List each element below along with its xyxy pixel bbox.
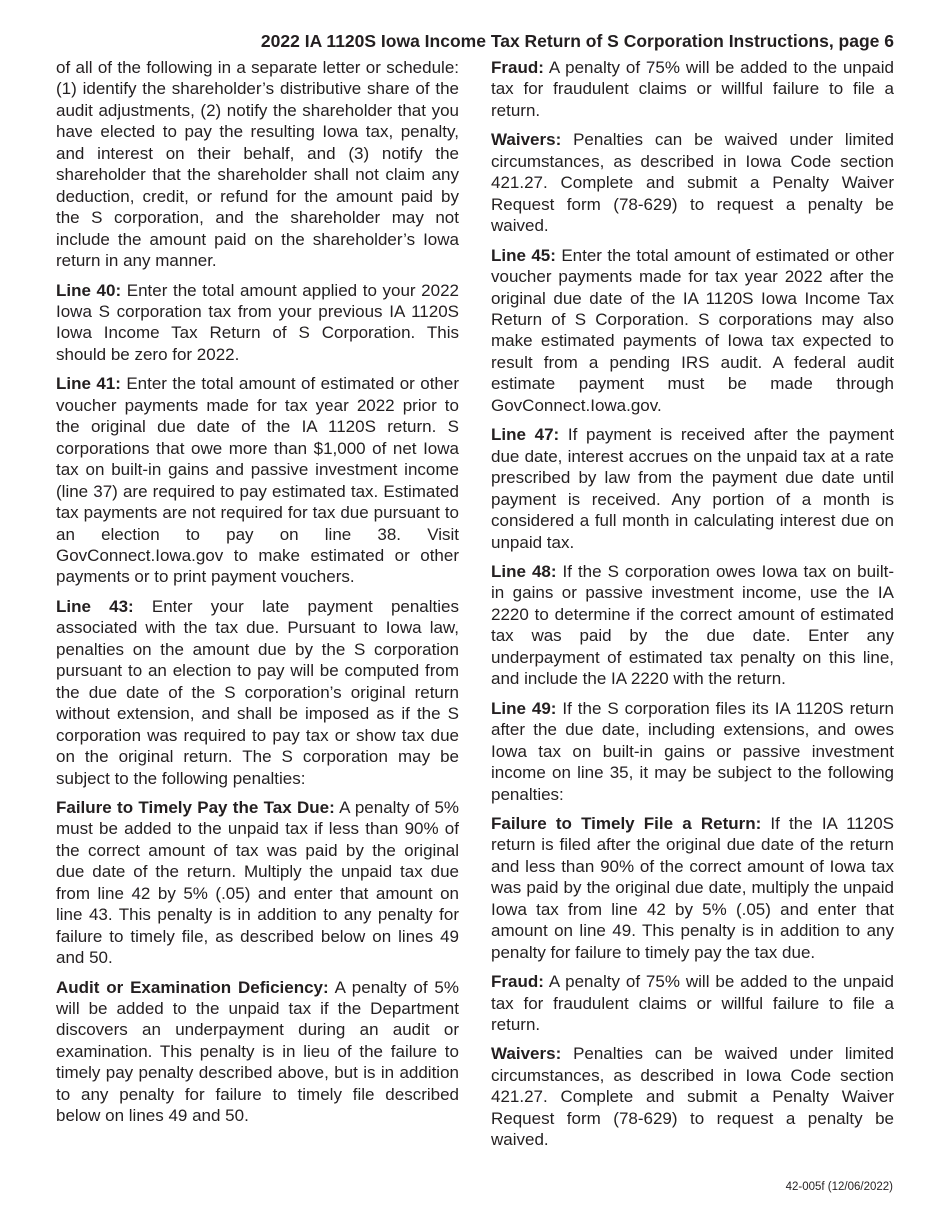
paragraph-text: Enter the total amount of estimated or other voucher payments made for tax year 2022 prior to the original due date of the IA 1120S return. S corporations that owe more than $1,000 of net Iowa tax on built-in gains and passive investment income (line 37) are required to pay estimated tax. Estimated tax payments are not required for tax due pursuant to an election to pay on line 38. Visit GovConnect.Iowa.gov to make estimated or other payments or to print payment vouchers. bbox=[56, 374, 459, 587]
paragraph-text: A penalty of 75% will be added to the unpaid tax for fraudulent claims or willful failure to file a return. bbox=[491, 58, 894, 120]
paragraph-text: A penalty of 5% will be added to the unpaid tax if the Department discovers an underpayment during an audit or examination. This penalty is in lieu of the failure to timely pay penalty described above, but is in addition to any penalty for failure to timely file described below on lines 49 and 50. bbox=[56, 977, 460, 1126]
paragraph-label: Waivers: bbox=[491, 1044, 562, 1064]
paragraph-waivers-2 bbox=[491, 1043, 894, 1150]
paragraph-line-40 bbox=[56, 280, 459, 366]
paragraph-line-45 bbox=[491, 245, 894, 417]
paragraph-label: Line 40: bbox=[56, 280, 122, 300]
paragraph-label: Line 41: bbox=[56, 374, 121, 394]
paragraph-label: Failure to Timely Pay the Tax Due: bbox=[56, 797, 335, 817]
paragraph-text: If payment is received after the payment due date, interest accrues on the unpaid tax at a rate prescribed by law from the payment due date until payment is received. Any portion of a month is considered a full month in calculating interest due on unpaid tax. bbox=[491, 425, 894, 552]
paragraph-text: If the S corporation files its IA 1120S return after the due date, including extensions, and owes Iowa tax on built-in gains or passive investment income on line 35, it may be subject to the following penalties: bbox=[491, 698, 894, 804]
paragraph-text: A penalty of 5% must be added to the unpaid tax if less than 90% of the correct amount of tax was paid by the original due date of the return. Multiply the unpaid tax due from line 42 by 5% (.05) and enter that amount on line 43. This penalty is in addition to any penalty for failure to timely file, as described below on lines 49 and 50. bbox=[56, 797, 460, 968]
paragraph-label: Waivers: bbox=[491, 130, 562, 150]
form-id-footer: 42-005f (12/06/2022) bbox=[785, 1181, 893, 1193]
paragraph-label: Audit or Examination Deficiency: bbox=[56, 977, 329, 997]
paragraph-text: Enter the total amount applied to your 2022 Iowa S corporation tax from your previous IA 1120S Iowa Income Tax Return of S Corporation. This should be zero for 2022. bbox=[56, 280, 460, 364]
paragraph-label: Line 45: bbox=[491, 245, 556, 265]
paragraph-text: Enter the total amount of estimated or other voucher payments made for tax year 2022 after the original due date of the IA 1120S Iowa Income Tax Return of S Corporation. S corporations may also make estimated payments of Iowa tax expected to result from a pending IRS audit. A federal audit estimate payment must be made through GovConnect.Iowa.gov. bbox=[491, 245, 894, 415]
paragraph-intro bbox=[56, 57, 459, 272]
paragraph-text: Enter your late payment penalties associated with the tax due. Pursuant to Iowa law, penalties on the amount due by the S corporation pursuant to an election to pay will be computed from the due date of the S corporation’s original return without extension, and shall be imposed as if the S corporation was required to pay tax or show tax due on the original return. The S corporation may be subject to the following penalties: bbox=[56, 596, 459, 788]
paragraph-failure-to-file bbox=[491, 813, 894, 963]
paragraph-label: Line 47: bbox=[491, 425, 560, 445]
paragraph-text: Penalties can be waived under limited circumstances, as described in Iowa Code section 421.27. Complete and submit a Penalty Waiver Request form (78-629) to request a penalty be waived. bbox=[491, 1044, 894, 1150]
paragraph-text: If the S corporation owes Iowa tax on built-in gains or passive investment income, use the IA 2220 to determine if the correct amount of estimated tax was paid by the due date. Enter any underpayment of estimated tax penalty on this line, and include the IA 2220 with the return. bbox=[491, 561, 894, 689]
paragraph-text: If the IA 1120S return is filed after the original due date of the return and less than 90% of the correct amount of Iowa tax was paid by the original due date, multiply the unpaid Iowa tax from line 42 by 5% (.05) and enter that amount on line 49. This penalty is in addition to any penalty for failure to timely pay the tax due. bbox=[491, 813, 894, 962]
paragraph-label: Line 43: bbox=[56, 596, 134, 616]
paragraph-label: Line 49: bbox=[491, 698, 557, 718]
paragraph-failure-to-pay bbox=[56, 797, 459, 969]
paragraph-line-41 bbox=[56, 373, 459, 588]
paragraph-label: Failure to Timely File a Return: bbox=[491, 813, 762, 833]
paragraph-line-47 bbox=[491, 424, 894, 553]
paragraph-line-49 bbox=[491, 698, 894, 805]
page-title: 2022 IA 1120S Iowa Income Tax Return of S Corporation Instructions, page 6 bbox=[260, 31, 894, 51]
paragraph-label: Line 48: bbox=[491, 561, 557, 581]
paragraph-fraud bbox=[491, 57, 894, 121]
paragraph-label: Fraud: bbox=[491, 972, 544, 992]
paragraph-line-43 bbox=[56, 596, 459, 789]
paragraph-fraud-2 bbox=[491, 971, 894, 1035]
paragraph-text: A penalty of 75% will be added to the unpaid tax for fraudulent claims or willful failure to file a return. bbox=[491, 972, 894, 1035]
paragraph-text: Penalties can be waived under limited circumstances, as described in Iowa Code section 421.27. Complete and submit a Penalty Waiver Request form (78-629) to request a penalty be waived. bbox=[491, 130, 894, 236]
left-column bbox=[56, 57, 459, 1135]
paragraph-audit-deficiency bbox=[56, 977, 459, 1127]
paragraph-label: Fraud: bbox=[491, 58, 544, 77]
right-column bbox=[491, 57, 894, 1159]
paragraph-text: of all of the following in a separate letter or schedule: (1) identify the shareholder’s distributive share of the audit adjustments, (2) notify the shareholder that you have elected to pay the resulting Iowa tax, penalty, and interest on their behalf, and (3) notify the shareholder that the shareholder shall not claim any deduction, credit, or refund for the amount paid by the S corporation, and the shareholder may not include the amount paid on the shareholder’s Iowa return in any manner. bbox=[56, 58, 459, 271]
paragraph-waivers bbox=[491, 129, 894, 236]
paragraph-line-48 bbox=[491, 561, 894, 690]
